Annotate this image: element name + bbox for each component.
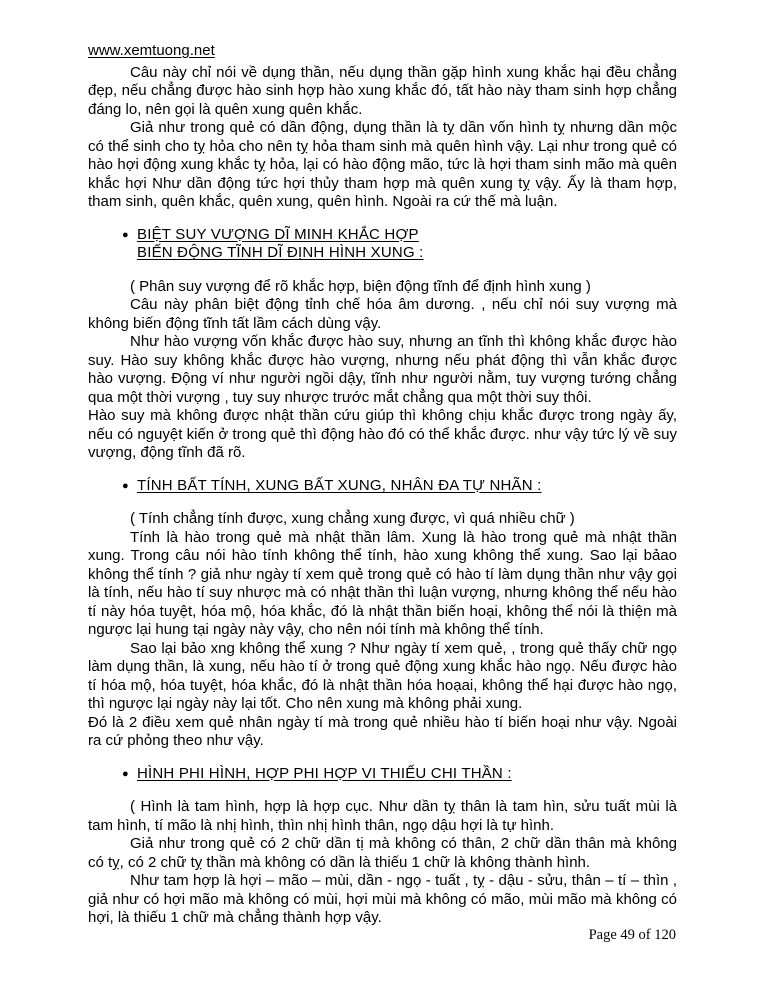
section-heading-text xyxy=(137,477,542,496)
heading-line: TÍNH BẤT TÍNH, XUNG BẤT XUNG, NHÂN ĐA TỰ NHÃN : xyxy=(137,476,542,494)
paragraph: ( Hình là tam hình, hợp là hợp cục. Như dần tỵ thân là tam hìn, sửu tuất mùi là tam hình, tí mão là nhị hình, thìn nhị hình thân, ngọ dậu hợi là tự hình. xyxy=(88,798,677,834)
paragraph: Giả như trong quẻ có 2 chữ dần tị mà không có thân, 2 chữ dần thân mà không có tỵ, có 2 chữ tỵ thần mà không có dần là thiếu 1 chữ là không thành hình. xyxy=(88,835,677,871)
section-heading-text xyxy=(137,765,512,784)
section-heading-text xyxy=(137,226,424,263)
paragraph: Sao lại bảo xng không thể xung ? Như ngày tí xem quẻ, , trong quẻ thấy chữ ngọ làm dụng thần, là xung, nếu hào tí ở trong quẻ động xung khắc hào ngọ. Nếu được hào tí hóa mộ, hóa tuyệt, hóa khắc, đó là nhật thần hóa hoạai, không thể hại được hào ngọ, thì ngược lại ngày này lại tốt. Cho nên xung mà không phải xung. xyxy=(88,639,677,712)
heading-line: BIỆT SUY VƯỢNG DĨ MINH KHẮC HỢP xyxy=(137,225,419,243)
bullet-icon: ● xyxy=(122,767,129,780)
paragraph: Tính là hào trong quẻ mà nhật thần lâm. Xung là hào trong quẻ mà nhật thần xung. Trong câu nói hào tính không thể tính, hào xung không thể xung. Sao lại bảao không thể tính ? giả như ngày tí xem quẻ trong quẻ có hào tí làm dụng thần như vậy gọi là tính, nếu hào tí suy nhược mà có nhật thần thì luận vượng, nhưng không thể nếu hào tí này hóa tuyệt, hóa mộ, hóa khắc, đó là nhật thần biến hoại, không thể nói là thiện mà ngược lại hung tại ngày này vậy, cho nên nói tính mà không thể tính. xyxy=(88,528,677,638)
paragraph: ( Tính chẳng tính được, xung chẳng xung được, vì quá nhiều chữ ) xyxy=(130,510,575,527)
paragraph: Câu này phân biệt động tỉnh chế hóa âm dương. , nếu chỉ nói suy vượng mà không biến động tĩnh tất lầm cách dùng vậy. xyxy=(88,296,677,332)
paragraph: Như tam hợp là hợi – mão – mùi, dần - ngọ - tuất , tỵ - dậu - sửu, thân – tí – thìn , giả như có hợi mão mà không có mùi, hợi mùi mà không có mão, mùi mão mà không có hợi, là thiếu 1 chữ mà chẳng thành hợp vậy. xyxy=(88,872,677,926)
paragraph: Đó là 2 điều xem quẻ nhân ngày tí mà trong quẻ nhiều hào tí biến hoại như vậy. Ngoài ra cứ phỏng theo như vậy. xyxy=(88,713,677,749)
site-url-header[interactable]: www.xemtuong.net xyxy=(88,42,215,59)
page-number: Page 49 of 120 xyxy=(588,927,676,943)
paragraph: Như hào vượng vốn khắc được hào suy, nhưng an tĩnh thì không khắc được hào suy. Hào suy không khắc được hào vượng, nhưng nếu phát động thì vẫn khắc được hào vượng. Động ví như người ngồi dậy, tĩnh như người nằm, tuy vượng tướng chẳng qua một thời vượng , tuy suy nhược trước mắt chẳng qua một thời suy thôi. xyxy=(88,333,677,406)
paragraph: Hào suy mà không được nhật thần cứu giúp thì không chịu khắc được trong ngày ấy, nếu có nguyệt kiến ở trong quẻ thì động hào đó có thể khắc được. như vậy tức lý về suy vượng, động tĩnh đã rõ. xyxy=(88,407,677,461)
paragraph: ( Phân suy vượng để rõ khắc hợp, biện động tĩnh để định hình xung ) xyxy=(130,277,591,295)
section-heading xyxy=(122,477,677,496)
paragraph: Câu này chỉ nói về dụng thần, nếu dụng thần gặp hình xung khắc hại đều chẳng đẹp, nếu chẳng được hào sinh hợp hào xung khắc đó, tất hào này tham sinh hợp chẳng đáng lo, nên gọi là quên xung quên khắc. xyxy=(88,63,677,118)
paragraph: Giả như trong quẻ có dần động, dụng thần là tỵ dần vốn hình tỵ nhưng dần mộc có thể sinh cho tỵ hỏa cho nên tỵ hỏa tham sinh mà quên hình vậy. Lại như trong quẻ có hào hợi động xung khắc tỵ hỏa, lại có hào động mão, tức là hợi tham sinh mão mà quên khắc hợi Như dần động tức hợi thủy tham hợp mà quên xung tỵ vậy. Ấy là tham hợp, tham sinh, quên khắc, quên xung, quên hình. Ngoài ra cứ thế mà luận. xyxy=(88,119,677,210)
heading-line: HÌNH PHI HÌNH, HỢP PHI HỢP VI THIẾU CHI THẦN : xyxy=(137,764,512,782)
section-heading xyxy=(122,226,677,263)
heading-line: BIẾN ĐỘNG TĨNH DĨ ĐỊNH HÌNH XUNG : xyxy=(137,244,424,261)
bullet-icon: ● xyxy=(122,479,129,492)
bullet-icon: ● xyxy=(122,228,129,241)
section-heading xyxy=(122,765,677,784)
